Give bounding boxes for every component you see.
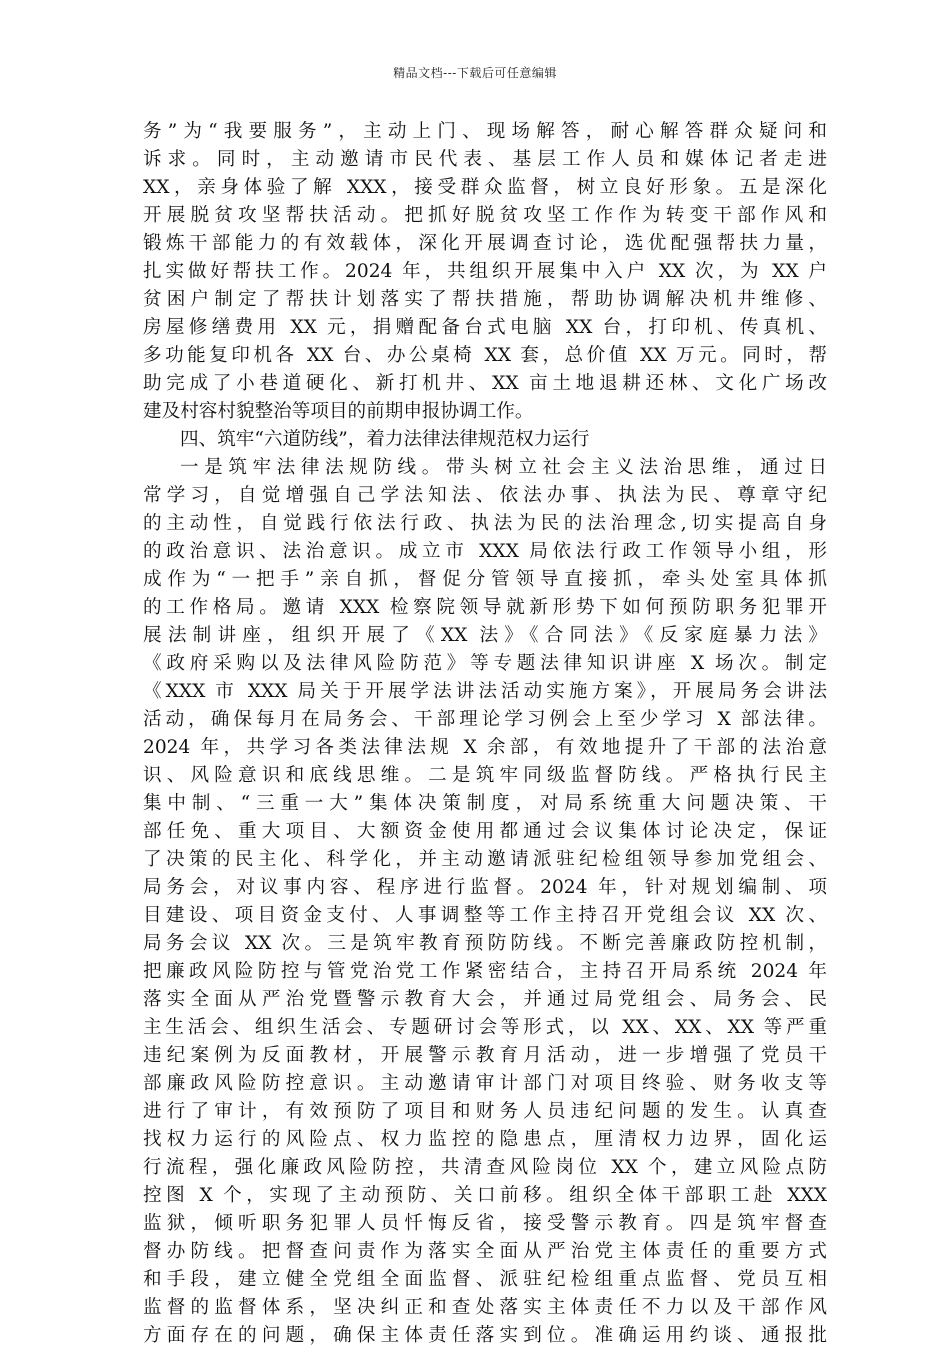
text-line: 目建设、项目资金支付、人事调整等工作主持召开党组会议 XX 次、	[143, 905, 827, 926]
text-line: 找权力运行的风险点、权力监控的隐患点，厘清权力边界，固化运	[143, 1129, 827, 1150]
text-line: 房屋修缮费用 XX 元，捐赠配备台式电脑 XX 台，打印机、传真机、	[143, 317, 827, 338]
text-line: 集中制、“三重一大”集体决策制度，对局系统重大问题决策、干	[143, 793, 827, 814]
text-line: 务”为“我要服务”，主动上门、现场解答，耐心解答群众疑问和	[143, 121, 827, 142]
text-line: 的政治意识、法治意识。成立市 XXX 局依法行政工作领导小组，形	[143, 541, 827, 562]
text-line: 督办防线。把督查问责作为落实全面从严治党主体责任的重要方式	[143, 1241, 827, 1262]
text-line: 局务会议 XX 次。三是筑牢教育预防防线。不断完善廉政防控机制，	[143, 933, 827, 954]
text-line: 进行了审计，有效预防了项目和财务人员违纪问题的发生。认真查	[143, 1101, 827, 1122]
text-line: 落实全面从严治党暨警示教育大会，并通过局党组会、局务会、民	[143, 989, 827, 1010]
text-line: 识、风险意识和底线思维。二是筑牢同级监督防线。严格执行民主	[143, 765, 827, 786]
text-line: 《政府采购以及法律风险防范》等专题法律知识讲座 X 场次。制定	[143, 653, 827, 674]
text-line: 监督的监督体系，坚决纠正和查处落实主体责任不力以及干部作风	[143, 1297, 827, 1318]
text-line: 诉求。同时，主动邀请市民代表、基层工作人员和媒体记者走进	[143, 149, 827, 170]
text-line: 常学习，自觉增强自己学法知法、依法办事、执法为民、尊章守纪	[143, 485, 827, 506]
text-line: 多功能复印机各 XX 台、办公桌椅 XX 套，总价值 XX 万元。同时，帮	[143, 345, 827, 366]
document-body	[143, 118, 827, 1350]
text-line: 开展脱贫攻坚帮扶活动。把抓好脱贫攻坚工作作为转变干部作风和	[143, 205, 827, 226]
text-line: 《XXX 市 XXX 局关于开展学法讲法活动实施方案》，开展局务会讲法	[143, 681, 827, 702]
text-line: 2024 年，共学习各类法律法规 X 余部，有效地提升了干部的法治意	[143, 737, 827, 758]
text-line: 贫困户制定了帮扶计划落实了帮扶措施，帮助协调解决机井维修、	[143, 289, 827, 310]
text-line: 局务会，对议事内容、程序进行监督。2024 年，针对规划编制、项	[143, 877, 827, 898]
text-line: XX，亲身体验了解 XXX，接受群众监督，树立良好形象。五是深化	[143, 177, 827, 198]
text-line: 把廉政风险防控与管党治党工作紧密结合，主持召开局系统 2024 年	[143, 961, 827, 982]
text-line: 锻炼干部能力的有效载体，深化开展调查讨论，选优配强帮扶力量，	[143, 233, 827, 254]
text-line: 违纪案例为反面教材，开展警示教育月活动，进一步增强了党员干	[143, 1045, 827, 1066]
section-heading: 四、筑牢“六道防线”，着力法律法律规范权力运行	[180, 429, 590, 450]
page-header: 精品文档---下载后可任意编辑	[393, 66, 557, 80]
text-line: 行流程，强化廉政风险防控，共清查风险岗位 XX 个，建立风险点防	[143, 1157, 827, 1178]
text-line: 控图 X 个，实现了主动预防、关口前移。组织全体干部职工赴 XXX	[143, 1185, 827, 1206]
text-line: 的主动性，自觉践行依法行政、执法为民的法治理念,切实提高自身	[143, 513, 827, 534]
text-line: 了决策的民主化、科学化，并主动邀请派驻纪检组领导参加党组会、	[143, 849, 827, 870]
text-line: 展法制讲座，组织开展了《XX 法》《合同法》《反家庭暴力法》	[143, 625, 827, 646]
text-line: 一是筑牢法律法规防线。带头树立社会主义法治思维，通过日	[180, 457, 827, 478]
text-line: 监狱，倾听职务犯罪人员忏悔反省，接受警示教育。四是筑牢督查	[143, 1213, 827, 1234]
text-line: 建及村容村貌整治等项目的前期申报协调工作。	[143, 401, 534, 422]
text-line: 和手段，建立健全党组全面监督、派驻纪检组重点监督、党员互相	[143, 1269, 827, 1290]
text-line: 扎实做好帮扶工作。2024 年，共组织开展集中入户 XX 次，为 XX 户	[143, 261, 827, 282]
text-line: 成作为“一把手”亲自抓，督促分管领导直接抓，牵头处室具体抓	[143, 569, 827, 590]
text-line: 方面存在的问题，确保主体责任落实到位。准确运用约谈、通报批	[143, 1325, 827, 1346]
text-line: 部廉政风险防控意识。主动邀请审计部门对项目终验、财务收支等	[143, 1073, 827, 1094]
text-line: 主生活会、组织生活会、专题研讨会等形式，以 XX、XX、XX 等严重	[143, 1017, 827, 1038]
text-line: 活动，确保每月在局务会、干部理论学习例会上至少学习 X 部法律。	[143, 709, 827, 730]
text-line: 部任免、重大项目、大额资金使用都通过会议集体讨论决定，保证	[143, 821, 827, 842]
text-line: 助完成了小巷道硬化、新打机井、XX 亩土地退耕还林、文化广场改	[143, 373, 827, 394]
text-line: 的工作格局。邀请 XXX 检察院领导就新形势下如何预防职务犯罪开	[143, 597, 827, 618]
